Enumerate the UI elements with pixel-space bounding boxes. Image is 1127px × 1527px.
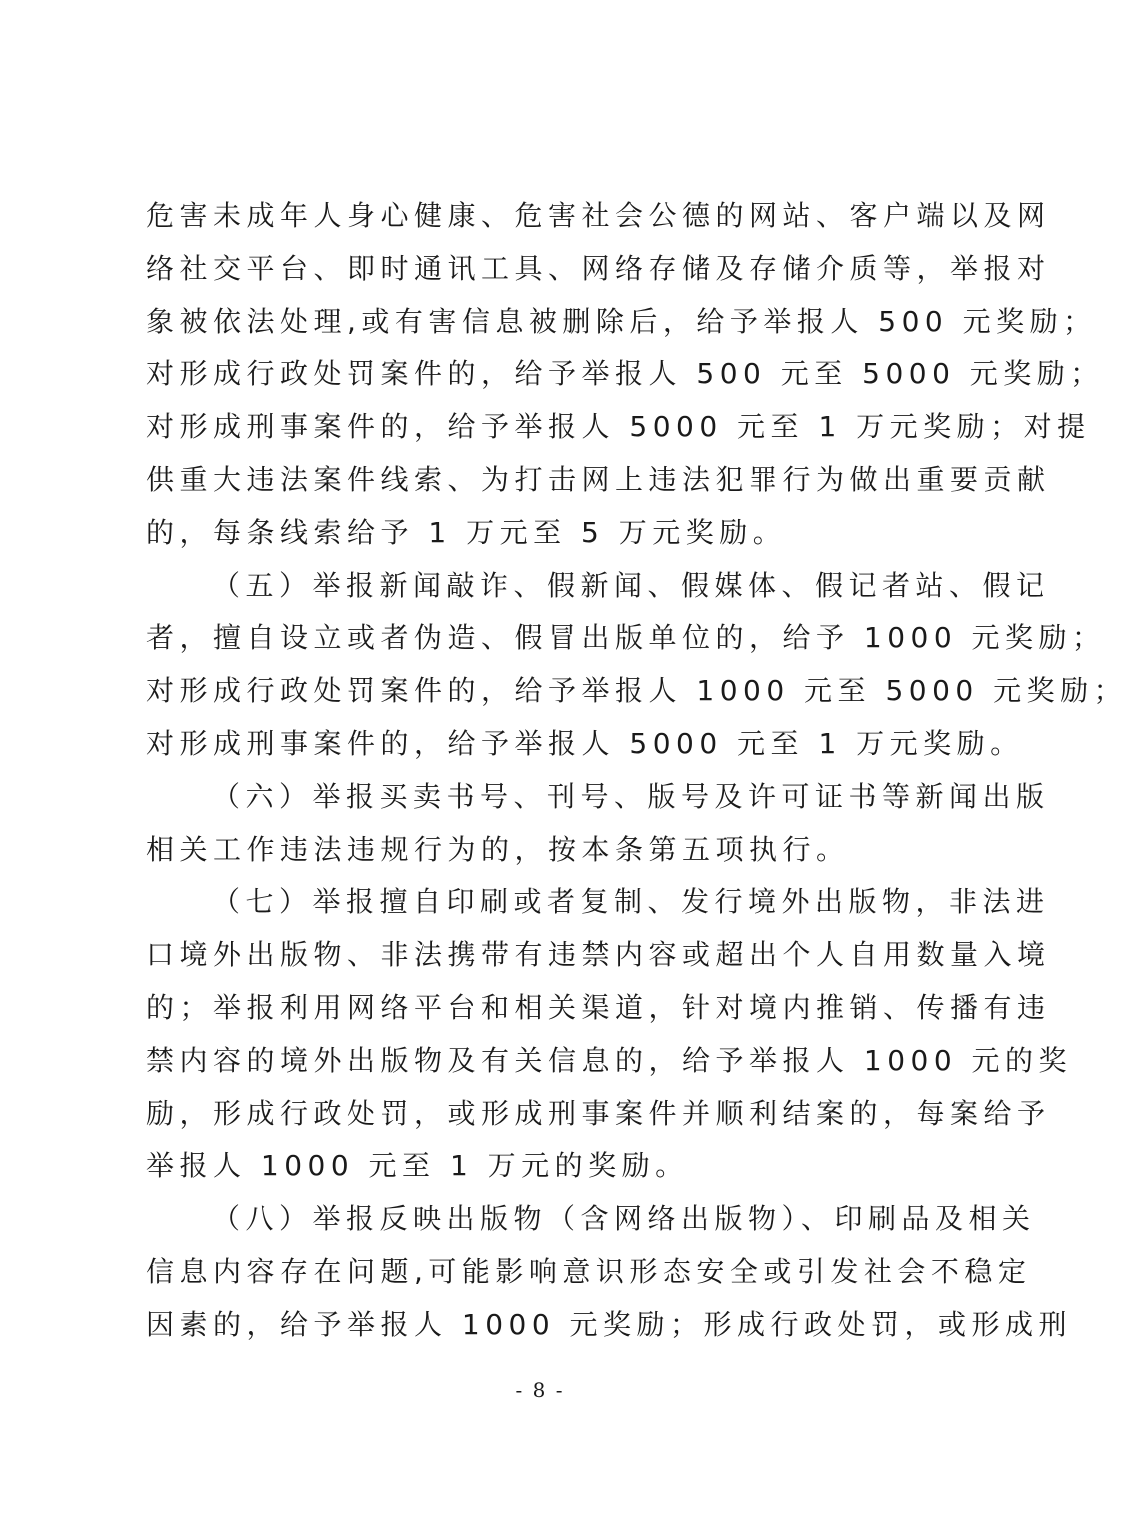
text-line: 因素的，给予举报人 1000 元奖励；形成行政处罚，或形成刑 [146,1307,1073,1341]
text-line: 象被依法处理,或有害信息被删除后，给予举报人 500 元奖励； [146,304,1097,338]
text-line: 供重大违法案件线索、为打击网上违法犯罪行为做出重要贡献 [146,462,1051,496]
text-line: 的；举报利用网络平台和相关渠道，针对境内推销、传播有违 [146,990,1051,1024]
text-line: （七）举报擅自印刷或者复制、发行境外出版物，非法进 [212,885,1050,919]
text-line: （八）举报反映出版物（含网络出版物）、印刷品及相关 [212,1202,1036,1236]
text-line: 的，每条线索给予 1 万元至 5 万元奖励。 [146,515,787,549]
text-line: 举报人 1000 元至 1 万元的奖励。 [146,1149,689,1183]
text-line: 信息内容存在问题,可能影响意识形态安全或引发社会不稳定 [146,1254,1032,1288]
text-line: 相关工作违法违规行为的，按本条第五项执行。 [146,832,850,866]
text-line: 对形成行政处罚案件的，给予举报人 500 元至 5000 元奖励； [146,357,1104,391]
text-line: 者，擅自设立或者伪造、假冒出版单位的，给予 1000 元奖励； [146,621,1106,655]
page-number: - 8 - [515,1378,565,1402]
text-line: 口境外出版物、非法携带有违禁内容或超出个人自用数量入境 [146,938,1051,972]
text-line: （五）举报新闻敲诈、假新闻、假媒体、假记者站、假记 [212,568,1050,602]
text-line: 对形成刑事案件的，给予举报人 5000 元至 1 万元奖励。 [146,726,1024,760]
document-body [146,190,1127,1352]
text-line: 危害未成年人身心健康、危害社会公德的网站、客户端以及网 [146,199,1051,232]
text-line: 络社交平台、即时通讯工具、网络存储及存储介质等，举报对 [146,251,1051,285]
text-line: 禁内容的境外出版物及有关信息的，给予举报人 1000 元的奖 [146,1043,1073,1077]
text-line: 励，形成行政处罚，或形成刑事案件并顺利结案的，每案给予 [146,1096,1051,1130]
text-line: 对形成刑事案件的，给予举报人 5000 元至 1 万元奖励；对提 [146,410,1091,444]
text-line: （六）举报买卖书号、刊号、版号及许可证书等新闻出版 [212,779,1050,813]
text-line: 对形成行政处罚案件的，给予举报人 1000 元至 5000 元奖励； [146,674,1127,708]
